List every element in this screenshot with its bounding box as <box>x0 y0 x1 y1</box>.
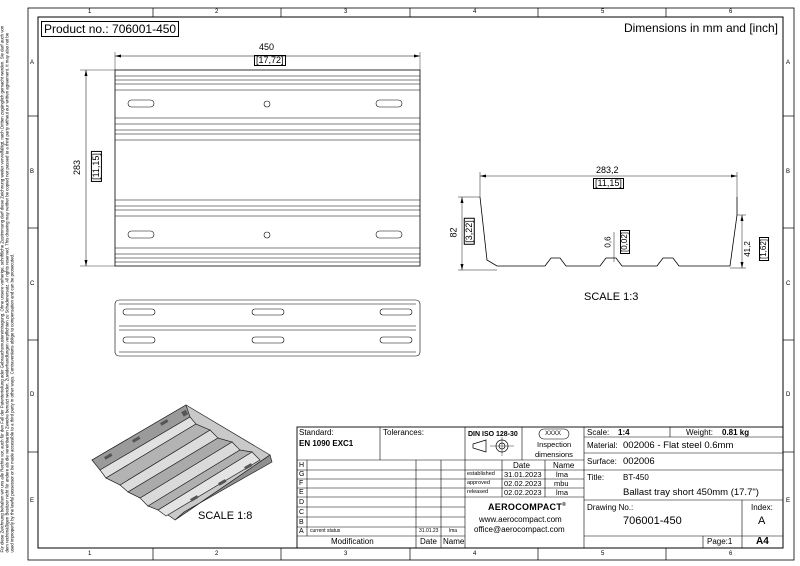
weight-value: 0.81 kg <box>722 428 750 437</box>
inspection-label-1: Inspection <box>537 440 572 449</box>
isometric-view <box>92 405 272 520</box>
approvals-date-header: Date <box>513 461 530 470</box>
page-label-text: Page: <box>707 537 728 546</box>
row-label-e: E <box>30 498 35 504</box>
col-label-3: 3 <box>344 9 348 15</box>
col-label-4-bottom: 4 <box>473 551 477 557</box>
col-label-1: 1 <box>88 9 92 15</box>
standard-label: Standard: <box>299 428 334 437</box>
drawing-no-value: 706001-450 <box>623 515 682 527</box>
col-label-5-bottom: 5 <box>601 551 605 557</box>
legal-note: Für diese Zeichnung behalten wir uns alle Rechte vor, auch für den Fall der Patenterteilung oder Gebrauchsmustereintragung. Ohne unsere vorherige, schriftliche Zustimmung darf diese Zeichnung weder vervielfältigt, noch Dritten zugänglich gemacht werden. Sie darf auch von dem rechtmäßigen Besitzer nicht für andere als die vereinbarten Zwecke benutzt werden. Zuwiderhandlungen verpflichten zu Schadenersatz. All rights reserved. This drawing may neither be copied nor passed to a third party without our written agreement. It may also not be used improperly by the lawful possessor or be made accessible to a third party in other ways. Contraventions oblige to compensation and can be prosecuted. <box>0 25 15 553</box>
row-label-c-right: C <box>786 281 791 287</box>
section-width-mm: 283,2 <box>596 165 619 175</box>
approval-label-approved: approved <box>467 480 490 486</box>
section-thickness-in: [0,02] <box>620 231 630 253</box>
top-width-mm: 450 <box>259 42 275 52</box>
approval-name-released: lma <box>556 488 569 497</box>
top-view <box>80 52 420 266</box>
row-label-d-right: D <box>786 392 791 398</box>
approval-label-released: released <box>467 489 489 495</box>
rev-d: D <box>299 499 305 506</box>
company-email[interactable]: office@aerocompact.com <box>474 525 565 534</box>
page-value: 1 <box>727 537 733 546</box>
section-right-height-mm: 41,2 <box>742 241 752 257</box>
approval-name-approved: mbu <box>554 479 569 488</box>
units-note: Dimensions in mm and [inch] <box>623 21 778 35</box>
company-reg-mark: ® <box>562 502 567 508</box>
section-scale: SCALE 1:3 <box>584 291 639 303</box>
row-label-c: C <box>30 281 35 287</box>
section-thickness-mm: 0,6 <box>603 236 613 248</box>
approval-date-approved: 02.02.2023 <box>504 479 542 488</box>
title-line-2: Ballast tray short 450mm (17.7") <box>623 487 759 498</box>
rev-e: E <box>299 489 304 496</box>
rev-c: C <box>299 509 305 516</box>
company-name-text: AEROCOMPACT <box>488 502 563 512</box>
section-width-in: [11,15] <box>595 178 622 188</box>
weight-label: Weight: <box>686 428 713 437</box>
col-label-4: 4 <box>473 9 477 15</box>
product-number: Product no.: 706001-450 <box>41 21 179 37</box>
index-value: A <box>758 515 766 527</box>
scale-value: 1:4 <box>618 428 630 437</box>
surface-label: Surface: <box>587 457 617 466</box>
col-date: Date <box>420 537 437 546</box>
material-label: Material: <box>587 441 618 450</box>
rev-h: H <box>299 462 305 469</box>
index-label: Index: <box>751 503 773 512</box>
rev-g: G <box>299 471 305 478</box>
company-name <box>488 503 566 512</box>
row-label-b-right: B <box>786 169 791 175</box>
top-width-in: [17,72] <box>256 55 284 65</box>
inspection-badge: XXXX <box>545 431 562 437</box>
top-height-in: [11,15] <box>90 153 101 180</box>
col-label-2: 2 <box>215 9 219 15</box>
col-label-3-bottom: 3 <box>344 551 348 557</box>
approval-date-established: 31.01.2023 <box>504 470 542 479</box>
company-website[interactable]: www.aerocompact.com <box>479 515 562 524</box>
col-label-6-bottom: 6 <box>729 551 733 557</box>
tolerances-label: Tolerances: <box>383 428 424 437</box>
col-name: Name <box>443 537 465 546</box>
drawing-no-label: Drawing No.: <box>587 503 634 512</box>
rev-a-date: 31.01.23 <box>419 528 439 534</box>
col-label-2-bottom: 2 <box>215 551 219 557</box>
col-label-1-bottom: 1 <box>88 551 92 557</box>
din-label: DIN ISO 128-30 <box>468 431 518 438</box>
inspection-label-2: dimensions <box>535 450 573 459</box>
scale-label: Scale: <box>587 428 610 437</box>
title-line-1: BT-450 <box>623 473 649 482</box>
rev-f: F <box>299 480 304 487</box>
approval-label-established: established <box>467 471 495 477</box>
row-label-a-right: A <box>786 60 791 66</box>
section-view <box>480 197 737 266</box>
row-label-e-right: E <box>786 498 791 504</box>
iso-scale: SCALE 1:8 <box>198 510 253 522</box>
col-label-5: 5 <box>601 9 605 15</box>
material-value: 002006 - Flat steel 0.6mm <box>623 440 734 451</box>
row-label-a: A <box>30 60 35 66</box>
surface-value: 002006 <box>623 456 655 467</box>
section-height-mm: 82 <box>448 227 459 238</box>
approval-date-released: 02.02.2023 <box>504 488 542 497</box>
title-label: Title: <box>587 473 605 482</box>
section-right-height-in: [1,62] <box>759 238 769 260</box>
col-modification: Modification <box>331 537 374 546</box>
rev-a-name: lma <box>449 528 458 534</box>
page-label <box>707 538 732 546</box>
approvals-name-header: Name <box>553 461 575 470</box>
paper-size: A4 <box>756 536 769 547</box>
side-view <box>115 300 420 356</box>
row-label-b: B <box>30 169 35 175</box>
rev-b: B <box>299 519 304 526</box>
approval-name-established: lma <box>556 470 569 479</box>
rev-a-status: current status <box>310 528 341 534</box>
section-height-in: [3,22] <box>463 220 474 243</box>
rev-a: A <box>299 528 304 535</box>
top-height-mm: 283 <box>72 159 83 176</box>
standard-value: EN 1090 EXC1 <box>299 439 354 448</box>
col-label-6: 6 <box>729 9 733 15</box>
row-label-d: D <box>30 392 35 398</box>
